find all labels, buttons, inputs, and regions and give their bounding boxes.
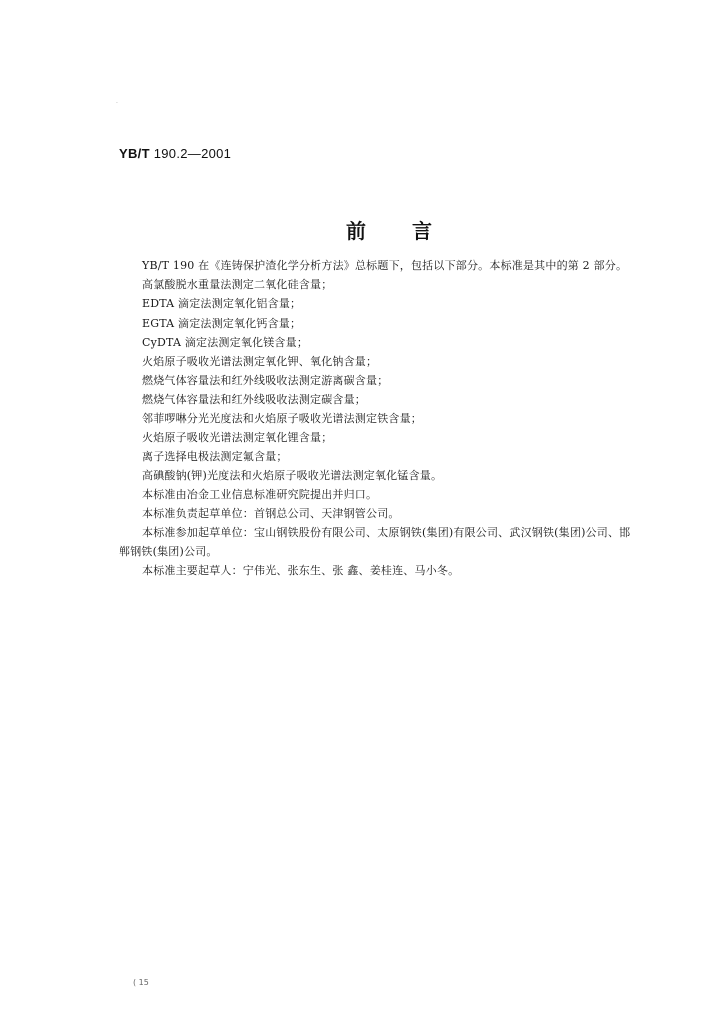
paragraph-line: 离子选择电极法测定氟含量； (142, 450, 288, 463)
standard-header (119, 146, 231, 161)
paragraph-line: 本标准负责起草单位：首钢总公司、天津钢管公司。 (142, 507, 400, 520)
paragraph-line: 本标准主要起草人：宁伟光、张东生、张 鑫、姜桂连、马小冬。 (142, 564, 460, 577)
page-footer-mark: ( 15 (133, 978, 149, 987)
paragraph-line: CyDTA 滴定法测定氧化镁含量； (142, 336, 309, 349)
paragraph-line: 邻菲啰啉分光光度法和火焰原子吸收光谱法测定铁含量； (142, 412, 422, 425)
paragraph-line: 火焰原子吸收光谱法测定氧化钾、氧化钠含量； (142, 355, 378, 368)
title-char-2: 言 (412, 219, 432, 243)
paragraph-line: 本标准参加起草单位：宝山钢铁股份有限公司、太原钢铁(集团)有限公司、武汉钢铁(集团)公司、邯 (142, 526, 631, 539)
paragraph-line: EDTA 滴定法测定氧化铝含量； (142, 297, 302, 310)
paragraph-line: 燃烧气体容量法和红外线吸收法测定碳含量； (142, 393, 366, 406)
title-char-1: 前 (346, 219, 366, 243)
page-title (346, 215, 432, 244)
paragraph-line: 本标准由冶金工业信息标准研究院提出并归口。 (142, 488, 378, 501)
paragraph-line: 郸钢铁(集团)公司。 (119, 545, 218, 558)
paragraph-line: EGTA 滴定法测定氧化钙含量； (142, 317, 302, 330)
standard-code: YB/T (119, 146, 150, 161)
paragraph-line: 高碘酸钠(钾)光度法和火焰原子吸收光谱法测定氧化锰含量。 (142, 469, 443, 482)
corner-mark: · (116, 100, 118, 107)
paragraph-line: 火焰原子吸收光谱法测定氧化锂含量； (142, 431, 333, 444)
paragraph-line: 高氯酸脱水重量法测定二氧化硅含量； (142, 278, 333, 291)
paragraph-line: 燃烧气体容量法和红外线吸收法测定游离碳含量； (142, 374, 389, 387)
standard-number: 190.2—2001 (153, 146, 232, 161)
paragraph-line: YB/T 190 在《连铸保护渣化学分析方法》总标题下，包括以下部分。本标准是其中的第 2 部分。 (142, 259, 628, 272)
